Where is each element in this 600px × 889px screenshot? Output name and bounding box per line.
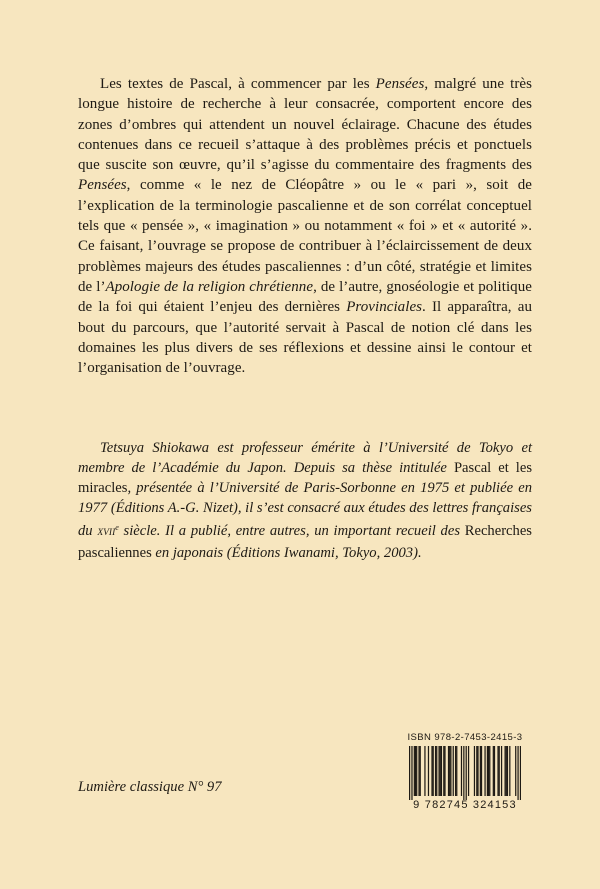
bio-book-title: Recherches pascaliennes [78,523,532,561]
barcode-bar [499,746,500,796]
barcode-bar [517,746,518,800]
barcode-bar [456,746,457,796]
barcode-bar [493,746,494,796]
blurb-title-apologie: Apologie de la religion chrétienne [105,278,314,295]
barcode-bar [507,746,508,796]
barcode-bar [463,746,464,800]
isbn-label: ISBN 978-2-7453-2415-3 [407,732,523,743]
barcode-bar [501,746,502,796]
blurb-text: , comme « le nez de Cléopâtre » ou le « pari », soit de l’explication de la terminologie pascalienne et de son corrélat conceptuel tels que « pensée », « imagination » ou notamment « foi » et « autorité ». Ce faisant, l’ouvrage se propose de contribuer à l’éclaircissement de deux problèmes majeurs des études pascaliennes : d’un côté, stratégie et limites de l’ [78,177,532,295]
blurb-title-provinciales: Provinciales [346,299,423,316]
barcode-bar [420,746,421,796]
bio-thesis-title: Pascal et les miracles [78,460,533,496]
barcode-bar [504,746,505,796]
barcode-bar [428,746,429,796]
barcode-bar [477,746,478,796]
bio-text: , présentée à l’Université de Paris-Sorbonne en 1975 et publiée en 1977 (Éditions A.-G. Nizet), il s’est consacré aux études des lettres françaises du [78,480,532,539]
blurb-text: . Il apparaîtra, au bout du parcours, que l’autorité servait à Pascal de notion clé dans les domaines les plus divers de ses réflexions et dessine ainsi le contour et l’organisation de l’ouvrage. [78,299,532,377]
bio-text: en japonais (Éditions Iwanami, Tokyo, 2003). [151,545,422,561]
barcode-bar [449,746,450,796]
barcode-bar [488,746,489,796]
barcode-bar [433,746,434,796]
barcode-bar [436,746,437,796]
bio-text: Tetsuya Shiokawa est professeur émérite à l’Université de Tokyo et membre de l’Académie du Japon. Depuis sa thèse intitulée [78,440,532,476]
barcode-bar [441,746,442,796]
barcode-bar [487,746,488,796]
barcode-bar [484,746,485,796]
bio-century-sup: e [115,523,119,532]
bio-text: siècle. Il a publié, entre autres, un important recueil des [118,523,465,539]
blurb-text: Les textes de Pascal, à commencer par les [100,76,376,92]
barcode-bar [497,746,498,796]
barcode-bar [411,746,412,800]
barcode-bar [520,746,521,800]
blurb-text: , de l’autre, gnoséologie et politique de la foi qui étaient l’enjeu des dernières [78,278,532,316]
barcode-bar [435,746,436,796]
barcode-bar [453,746,454,796]
barcode-bar [431,746,432,796]
author-bio [78,438,532,563]
barcode-bar [466,746,467,800]
blurb-title-pensees: Pensées [78,177,127,194]
barcode-bar [450,746,451,796]
barcode-bar [480,746,481,796]
barcode-bar [438,746,439,796]
barcode-bar [418,746,419,796]
barcode-bar [416,746,417,796]
barcode-bar [476,746,477,796]
book-blurb [78,74,532,378]
barcode-bar [489,746,490,796]
barcode-bar [424,746,425,796]
barcode-bar [409,746,410,800]
barcode-bar [494,746,495,796]
barcode-bar [443,746,444,796]
barcode-bar [455,746,456,796]
blurb-text: , malgré une très longue histoire de recherche à leur consacrée, comportent encore des zones d’ombres qui attendent un nouvel éclairage. Chacune des études contenues dans ce recueil s’attaque à des problèmes précis et ponctuels que suscite son œuvre, qu’il s’agisse du commentaire des fragments des [78,76,532,174]
barcode-bar [474,746,475,796]
barcode-bar [481,746,482,796]
bio-century: XVII [97,528,116,538]
barcode-bar [509,746,510,796]
barcode-bar [461,746,462,796]
barcode-icon [409,746,521,800]
barcode-bar [415,746,416,796]
barcode-bar [440,746,441,796]
series-label: Lumière classique N° 97 [78,779,222,795]
barcode-bar [414,746,415,796]
barcode-bar [468,746,469,796]
barcode-bar [506,746,507,796]
blurb-title-pensees: Pensées [375,76,425,92]
barcode-bar [515,746,516,796]
barcode-bar [448,746,449,796]
isbn-digits: 9 782745 324153 [413,799,517,811]
barcode-bar [444,746,445,796]
